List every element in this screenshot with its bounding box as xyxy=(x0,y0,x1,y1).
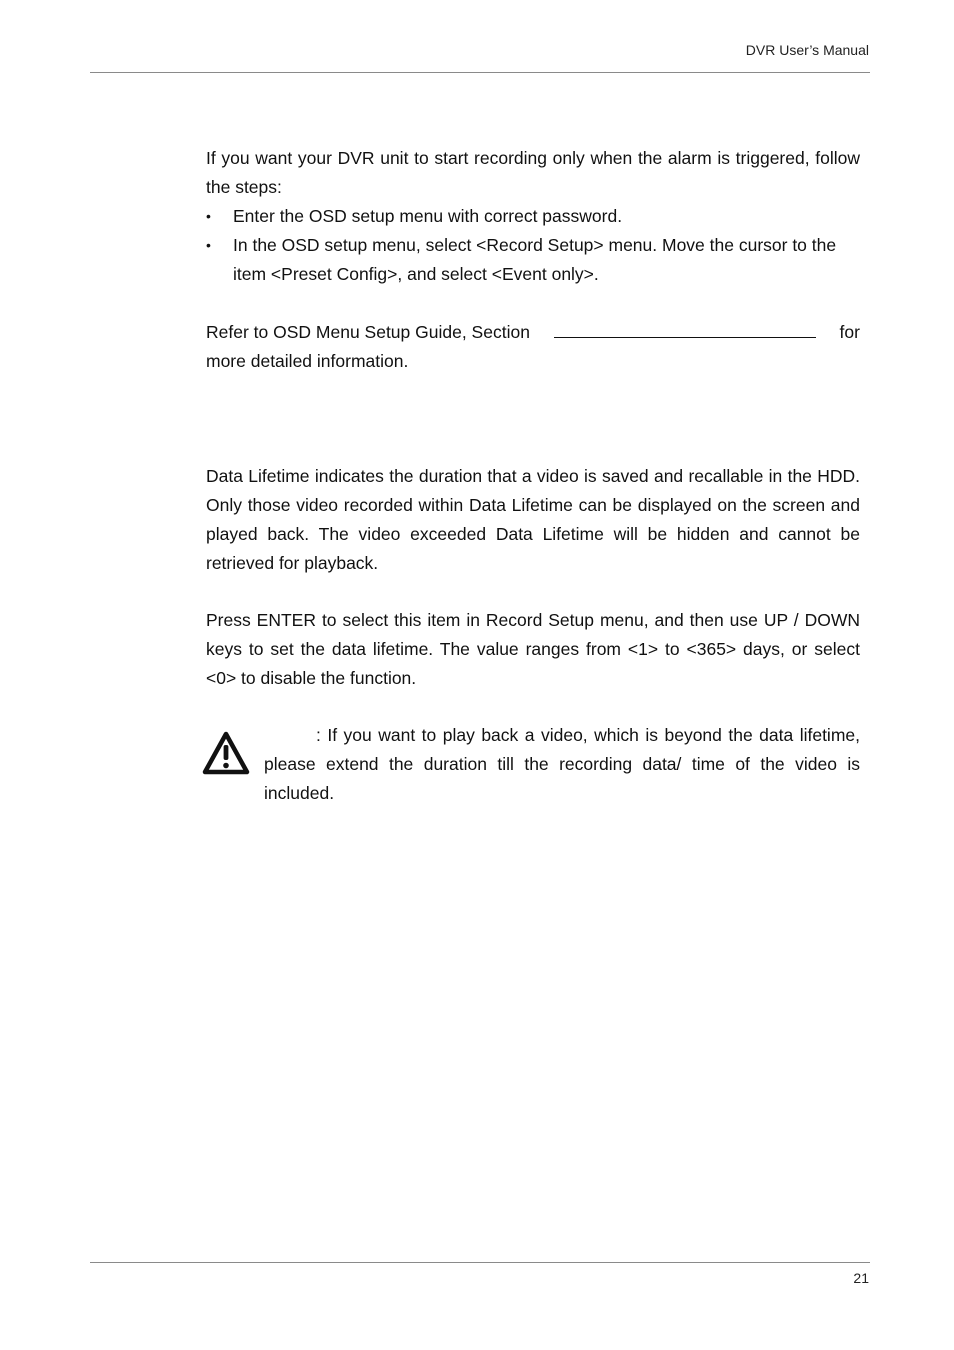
section-reference-link[interactable] xyxy=(554,319,816,338)
header-rule xyxy=(90,72,870,73)
bullet-icon: • xyxy=(206,208,211,224)
event-recording-steps xyxy=(206,144,860,289)
data-lifetime-instructions xyxy=(206,606,860,693)
note-text: : If you want to play back a video, which is beyond the data lifetime, please extend the duration till the recording data/ time of the video is included. xyxy=(264,725,860,803)
page-number: 21 xyxy=(853,1270,869,1286)
reference-continuation: more detailed information. xyxy=(206,351,409,371)
reference-suffix: for xyxy=(839,322,860,342)
intro-paragraph: If you want your DVR unit to start recording only when the alarm is triggered, follow the steps: xyxy=(206,148,860,197)
note-box xyxy=(202,721,860,808)
step-text: In the OSD setup menu, select <Record Setup> menu. Move the cursor to the item <Preset Config>, and select <Event only>. xyxy=(233,235,837,284)
steps-list xyxy=(206,202,860,289)
instructions-paragraph: Press ENTER to select this item in Record Setup menu, and then use UP / DOWN keys to set the data lifetime. The value ranges from <1> to <365> days, or select <0> to disable the function. xyxy=(206,610,860,688)
step-text: Enter the OSD setup menu with correct password. xyxy=(233,206,623,226)
page-header-title: DVR User’s Manual xyxy=(745,42,869,58)
data-lifetime-description xyxy=(206,462,860,578)
list-item xyxy=(206,202,860,231)
reference-paragraph xyxy=(206,318,860,376)
warning-triangle-icon xyxy=(202,731,250,775)
list-item xyxy=(206,231,860,289)
bullet-icon: • xyxy=(206,237,211,253)
data-lifetime-paragraph: Data Lifetime indicates the duration that a video is saved and recallable in the HDD. Only those video recorded within Data Lifetime can be displayed on the screen and played back. The video exceeded Data Lifetime will be hidden and cannot be retrieved for playback. xyxy=(206,466,860,573)
reference-prefix: Refer to OSD Menu Setup Guide, Section xyxy=(206,322,530,342)
footer-rule xyxy=(90,1262,870,1263)
